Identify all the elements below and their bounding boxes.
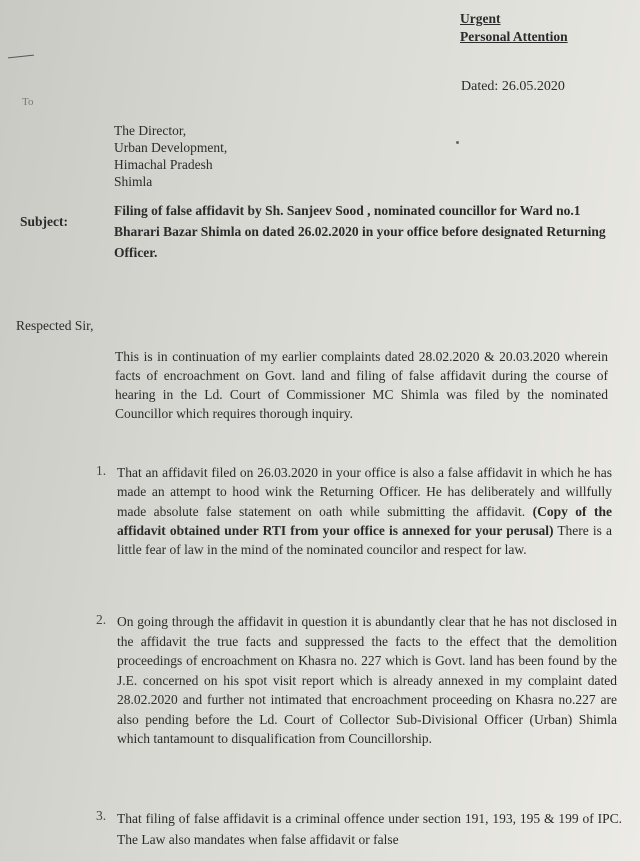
subject-text: Filing of false affidavit by Sh. Sanjeev Sood , nominated councillor for Ward no.1 Bharari Bazar Shimla on dated 26.02.2020 in your office before designated Returning Officer.: [114, 203, 606, 260]
personal-attention-label: Personal Attention: [460, 29, 568, 44]
address-line: Himachal Pradesh: [114, 157, 213, 172]
salutation: Respected Sir,: [16, 318, 94, 333]
point-3-paragraph: That filing of false affidavit is a criminal offence under section 191, 193, 195 & 199 of IPC. The Law also mandates when false affidavit or false: [117, 811, 622, 847]
point-1-text-a: That an affidavit filed on 26.03.2020 in your office is also a false affidavit in which he has made an attempt to hood wink the Returning Officer. He has deliberately and willfully made absolute false statement on oath while submitting the affidavit.: [117, 465, 612, 519]
ink-dot: [456, 141, 459, 144]
to-label: To: [22, 96, 34, 108]
intro-paragraph: This is in continuation of my earlier complaints dated 28.02.2020 & 20.03.2020 wherein facts of encroachment on Govt. land and filing of false affidavit during the course of hearing in the Ld. Court of Commissioner MC Shimla was filed by the nominated Councillor which requires thorough inquiry.: [115, 349, 608, 421]
point-number: 2.: [96, 612, 107, 627]
handwritten-mark: [8, 55, 34, 59]
point-1-text-b: There is a little fear of law in the mind of the nominated councilor and respect for law.: [117, 522, 612, 558]
point-number: 1.: [96, 463, 107, 478]
point-2-paragraph: On going through the affidavit in question it is abundantly clear that he has not disclosed in the affidavit the true facts and suppressed the facts to the effect that the demolition proceedings of encroachment on Khasra no. 227 which is Govt. land has been found by the J.E. concerned on his spot visit report which is already annexed in my complaint dated 28.02.2020 and further not intimated that encroachment proceeding on Khasra no.227 are also pending before the Ld. Court of Collector Sub-Divisional Officer (Urban) Shimla which tantamount to disqualification from Councillorship.: [117, 614, 617, 746]
recipient-address: [114, 122, 227, 190]
point-1-bold-text: (Copy of the affidavit obtained under RTI from your office is annexed for your perusal): [117, 503, 612, 538]
address-line: Urban Development,: [114, 140, 228, 155]
address-line: The Director,: [114, 123, 187, 138]
subject-label: Subject:: [20, 214, 68, 229]
address-line: Shimla: [114, 174, 153, 189]
date-line: Dated: 26.05.2020: [461, 79, 565, 94]
point-1-paragraph: [117, 463, 612, 559]
point-number: 3.: [96, 808, 107, 823]
urgent-label: Urgent: [460, 11, 501, 26]
